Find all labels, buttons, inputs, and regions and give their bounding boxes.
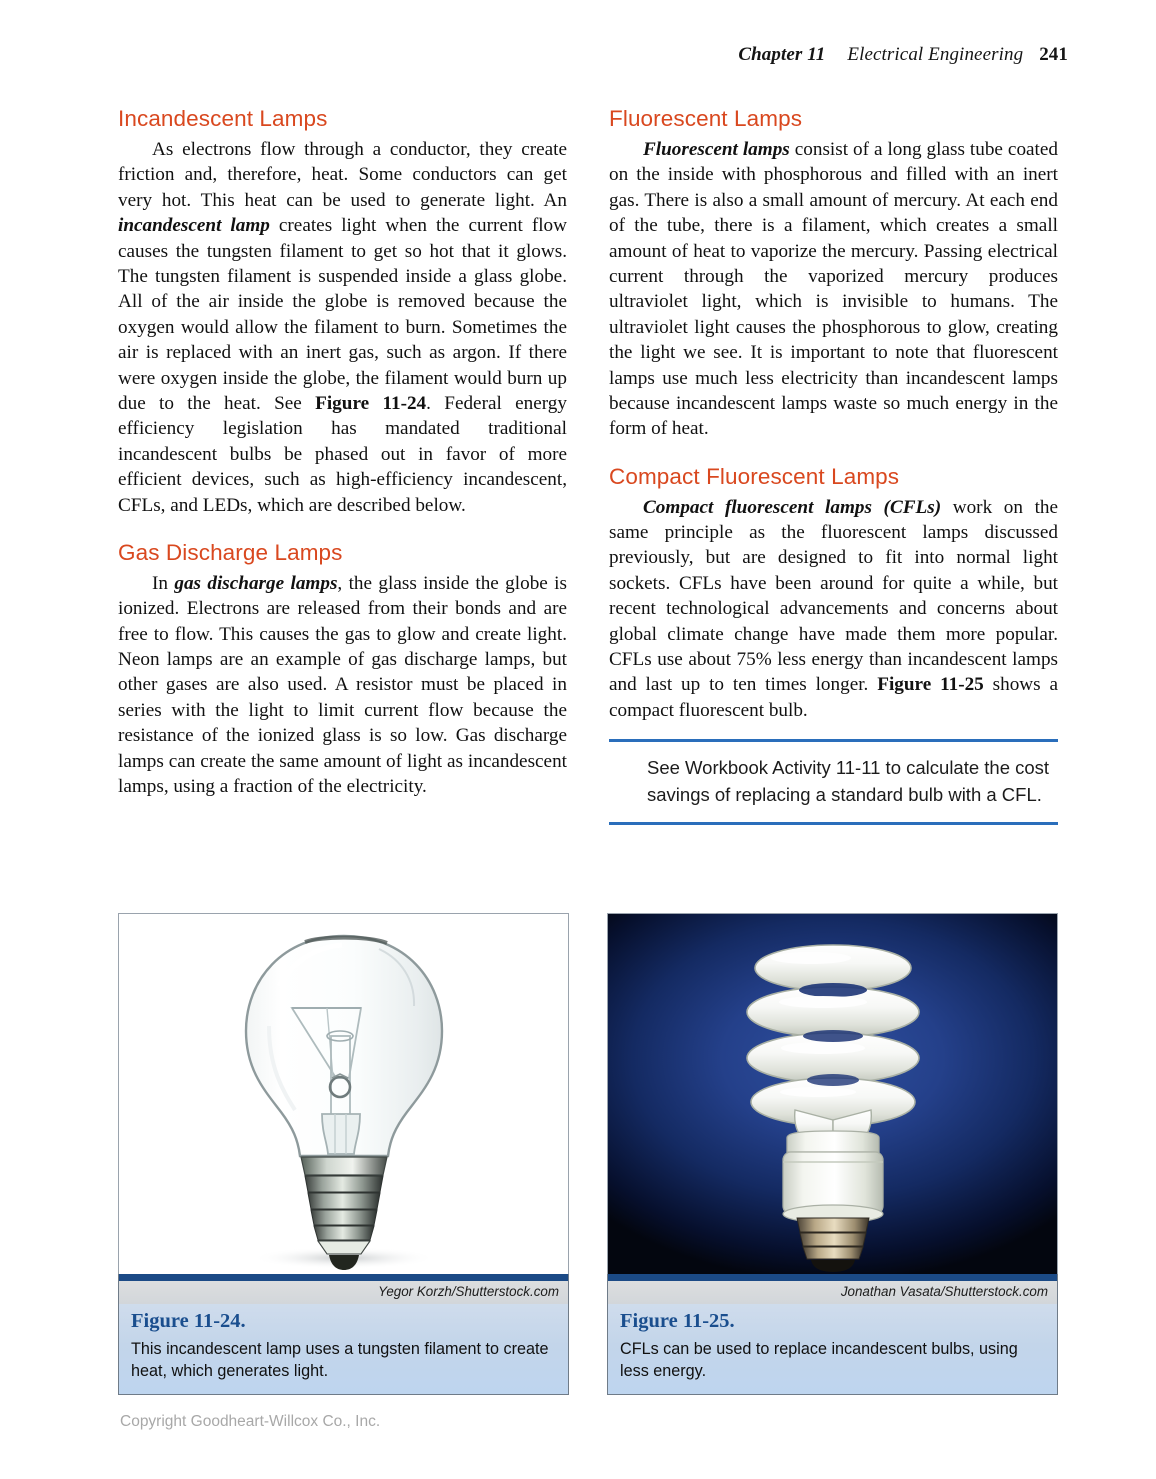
figure-row <box>118 913 1058 1395</box>
text-run: consist of a long glass tube coated on the inside with phosphorous and filled with an inert gas. There is also a small amount of mercury. At each end of the tube, there is a filament, which creates a small amount of heat to vaporize the mercury. Passing electrical current through the vaporized mercury produces ultraviolet light, which is invisible to humans. The ultraviolet light causes the phosphorous to glow, creating the light we see. It is important to note that fluorescent lamps use much less electricity than incandescent lamps because incandescent lamps waste so much energy in the form of heat. <box>609 138 1058 440</box>
text-run: creates light when the current flow causes the tungsten filament to get so hot that it glows. The tungsten filament is suspended inside a glass globe. All of the air inside the globe is removed because the oxygen would allow the filament to burn. Sometimes the air is replaced with an inert gas, such as argon. If there were oxygen inside the globe, the filament would burn up due to the heat. See <box>118 215 567 414</box>
footer-copyright: Copyright Goodheart-Willcox Co., Inc. <box>120 1413 381 1430</box>
heading-compact-fluorescent-lamps: Compact Fluorescent Lamps <box>609 463 900 489</box>
caption-top-bar <box>608 1274 1057 1281</box>
text-run: As electrons flow through a conductor, they create friction and, therefore, heat. Some conductors can get very hot. This heat can be used to generate light. An <box>118 138 567 211</box>
photo-credit: Jonathan Vasata/Shutterstock.com <box>840 1284 1048 1299</box>
text-run: work on the same principle as the fluorescent lamps discussed previously, but are designed to fit into normal light sockets. CFLs have been around for quite a while, but recent technological advancements and concerns about global climate change have made them more popular. CFLs use about 75% less energy than incandescent lamps and last up to ten times longer. <box>609 496 1059 696</box>
term-gas-discharge-lamps: gas discharge lamps <box>174 572 338 594</box>
workbook-activity-callout <box>609 739 1058 825</box>
figure-11-24-caption-body <box>119 1304 568 1394</box>
paragraph-compact-fluorescent-lamps <box>609 495 1058 724</box>
figure-11-24-caption-box <box>118 1274 569 1395</box>
term-fluorescent-lamps: Fluorescent lamps <box>643 138 790 160</box>
figure-11-25 <box>607 913 1058 1395</box>
text-run: . Federal energy efficiency legislation has mandated traditional incandescent bulbs be phased out in favor of more efficient devices, such as high-efficiency incandescent, CFLs, and LEDs, which are described below. <box>118 392 567 516</box>
heading-gas-discharge-lamps: Gas Discharge Lamps <box>118 539 343 565</box>
figure-reference-11-24: Figure 11-24 <box>315 392 427 414</box>
left-column <box>118 106 567 825</box>
figure-11-25-caption-body <box>608 1304 1057 1394</box>
figure-11-24-image <box>118 913 569 1274</box>
figure-number-label: Figure 11-25. <box>620 1310 735 1332</box>
figure-caption-text: This incandescent lamp uses a tungsten filament to create heat, which generates light. <box>131 1339 549 1380</box>
running-head <box>738 44 1068 66</box>
heading-fluorescent-lamps: Fluorescent Lamps <box>609 106 803 131</box>
paragraph-gas-discharge-lamps <box>118 571 567 800</box>
heading-incandescent-lamps: Incandescent Lamps <box>118 106 328 131</box>
text-run: In <box>152 572 175 594</box>
caption-top-bar <box>119 1274 568 1281</box>
two-column-text-body <box>118 106 1058 825</box>
term-compact-fluorescent-lamps: Compact fluorescent lamps (CFLs) <box>643 496 942 518</box>
figure-11-25-image <box>607 913 1058 1274</box>
figure-number-label: Figure 11-24. <box>131 1310 246 1332</box>
figure-11-25-credit-band <box>608 1281 1057 1304</box>
figure-11-24 <box>118 913 569 1395</box>
running-head-title: Electrical Engineering <box>847 44 1024 65</box>
page-number: 241 <box>1039 44 1068 65</box>
figure-caption-text: CFLs can be used to replace incandescent bulbs, using less energy. <box>620 1339 1018 1380</box>
figure-11-24-credit-band <box>119 1281 568 1304</box>
right-column <box>609 106 1058 825</box>
figure-11-25-caption-box <box>607 1274 1058 1395</box>
text-run: shows a compact fluorescent bulb. <box>609 674 1058 721</box>
incandescent-bulb-icon <box>209 928 479 1273</box>
paragraph-fluorescent-lamps <box>609 137 1058 442</box>
term-incandescent-lamp: incandescent lamp <box>118 215 270 237</box>
paragraph-incandescent-lamps <box>118 137 567 518</box>
text-run: , the glass inside the globe is ionized. Electrons are released from their bonds and are free to flow. This causes the gas to glow and create light. Neon lamps are an example of gas discharge lamps, but other gases are also used. A resistor must be placed in series with the light to limit current flow because the resistance of the ionized glass is so low. Gas discharge lamps can create the same amount of light as incandescent lamps, using a fraction of the electricity. <box>118 572 567 798</box>
figure-reference-11-25: Figure 11-25 <box>877 674 984 696</box>
callout-text: See Workbook Activity 11-11 to calculate the cost savings of replacing a standard bulb with a CFL. <box>647 757 1050 806</box>
running-head-chapter: Chapter 11 <box>738 44 826 65</box>
compact-fluorescent-bulb-icon <box>683 924 983 1274</box>
photo-credit: Yegor Korzh/Shutterstock.com <box>378 1284 559 1299</box>
